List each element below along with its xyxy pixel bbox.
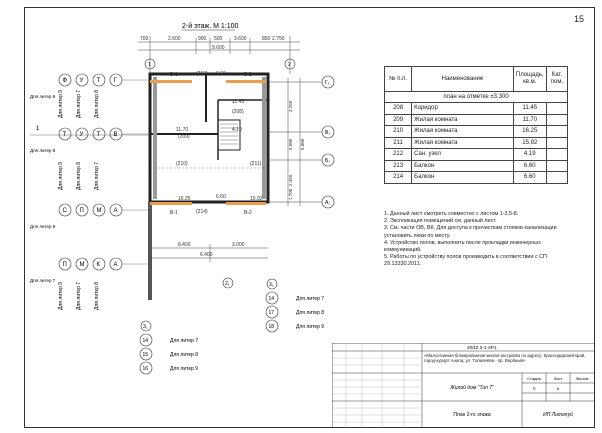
col-header-cat: Кат. пом. — [546, 67, 567, 92]
cell-no: 209 — [385, 114, 412, 126]
axis-number-bottom: 14 — [268, 296, 275, 302]
dim-right-4: 1.700 — [288, 188, 293, 200]
svg-text:1: 1 — [36, 126, 40, 132]
dim-top-0: 700 — [140, 36, 149, 42]
object-name: Жилой дом "Тип 7" — [450, 385, 494, 391]
axis-letter-left: В — [113, 132, 118, 138]
dim-top-3: 500 — [214, 36, 223, 42]
cell-name: Жилая комната — [412, 114, 514, 126]
axis-literal-label: Для литер 7 — [296, 296, 325, 302]
axis-letter-left: Т — [96, 132, 101, 138]
dim-top-5: 850 — [262, 36, 271, 42]
rotated-literal-label: Для литер 7 — [76, 89, 82, 118]
room-area-208: 11.45 — [232, 99, 245, 105]
sheet-number: 15 — [574, 14, 585, 24]
axis-literal-label: Для литер 7 — [170, 338, 199, 344]
axis-head-label: 3₁ — [269, 282, 274, 288]
svg-text:Б₁: Б₁ — [325, 158, 330, 164]
axis-letter-left: Т — [62, 132, 67, 138]
cell-area: 11.45 — [513, 103, 546, 115]
col-header-name: Наименование — [412, 67, 514, 92]
axis-literal-label: Для литер 9 — [296, 324, 325, 330]
axis-number-bottom: 15 — [142, 352, 149, 358]
rotated-literal-label: Для литер 8 — [76, 161, 82, 190]
axis-right-a1 — [322, 196, 334, 208]
cell-no: 211 — [385, 137, 412, 149]
axis-letter-left: С — [62, 208, 67, 214]
room-code-211: (211) — [250, 161, 262, 167]
axis-literal-label: Для литер 8 — [296, 310, 325, 316]
axis-letter-left: А — [113, 262, 118, 268]
rotated-literal-label: Для литер 8 — [94, 281, 100, 310]
room-area-210: 16.25 — [178, 196, 191, 202]
axis-number-bottom: 14 — [142, 338, 149, 344]
axis-letter-left: Ф — [62, 78, 68, 84]
table-row — [385, 137, 568, 149]
axis-number-bottom: 16 — [142, 366, 149, 372]
cell-no: 214 — [385, 172, 412, 184]
rotated-literal-label: Для литер 7 — [94, 161, 100, 190]
rotated-literal-label: Для литер 8 — [94, 89, 100, 118]
dim-right-1: 6.800 — [300, 138, 305, 150]
axis-number-bottom: 18 — [268, 324, 275, 330]
project-description: «Малоэтажная блокированная жилая застройка по адресу: Краснодарский край, город-курорт Анапа, ул. Толмачёва - пр. Вербный» — [424, 353, 586, 363]
note-item: 5. Работы по устройству полов производить в соответствии с СП 29.13330.2011. — [384, 254, 547, 268]
cell-area: 15.92 — [513, 137, 546, 149]
col-header-no: № п.п. — [385, 67, 412, 92]
cell-area: 16.25 — [513, 126, 546, 138]
axis-right-g1 — [322, 76, 334, 88]
axis-group-label: Для литер 9 — [30, 224, 56, 229]
dim-top-4: 3.600 — [234, 36, 247, 42]
bottom-axis-groups — [140, 279, 324, 374]
dim-bottom-2: 6.400 — [200, 252, 213, 258]
room-schedule-table — [384, 66, 568, 184]
dim-bottom-0: 8.400 — [178, 242, 191, 248]
note-item: 2. Экспликация помещений см. данный лист. — [384, 218, 497, 225]
svg-text:В₁: В₁ — [325, 130, 331, 136]
room-code-208: (208) — [232, 109, 244, 115]
cell-cat — [546, 149, 567, 161]
axis-group-label: Для литер 8 — [30, 148, 56, 153]
table-row — [385, 103, 568, 115]
axis-group-label: Для литер 9 — [30, 94, 56, 99]
dim-total-top: 9.600 — [212, 45, 225, 51]
cell-no: 208 — [385, 103, 412, 115]
cell-cat — [546, 172, 567, 184]
cell-name: Коридор — [412, 103, 514, 115]
rotated-literal-label: Для литер 7 — [76, 281, 82, 310]
axis-letter-left: У — [79, 132, 84, 138]
window-label-2: В-1 — [170, 210, 178, 216]
svg-text:2₁: 2₁ — [225, 281, 230, 287]
room-area-213: 6.60 — [216, 71, 226, 77]
axis-number-bottom: 17 — [268, 310, 275, 316]
stage-header-1: Лист — [553, 376, 563, 381]
cell-no: 212 — [385, 149, 412, 161]
axis-letter-left: Г — [113, 78, 117, 84]
cell-name: Балкон — [412, 172, 514, 184]
dim-top-1: 2.600 — [168, 36, 181, 42]
table-row — [385, 126, 568, 138]
notes-block — [384, 211, 579, 269]
left-axis-groups — [30, 74, 150, 283]
cell-cat — [546, 137, 567, 149]
title-block — [332, 343, 595, 428]
section-mark-left — [30, 126, 150, 135]
axis-right-v1 — [322, 126, 334, 138]
table-row — [385, 114, 568, 126]
axis-letter-left: К — [96, 262, 100, 268]
stage-header-0: Стадия — [527, 376, 541, 381]
axis-letter-left: А — [113, 208, 118, 214]
cell-cat — [546, 114, 567, 126]
cell-name: Жилая комната — [412, 137, 514, 149]
stage-header-2: Листов — [575, 376, 589, 381]
organization: ИП Литопуй — [543, 412, 573, 418]
cell-name: Жилая комната — [412, 126, 514, 138]
dim-top-6: 2.750 — [272, 36, 285, 42]
dim-bottom-1: 3.000 — [232, 242, 245, 248]
dim-top-2: 900 — [198, 36, 207, 42]
balcony-bottom-left — [150, 202, 192, 205]
table-row — [385, 172, 568, 184]
building-walls — [148, 74, 268, 300]
room-area-212: 4.19 — [232, 127, 242, 133]
room-code-210: (210) — [176, 161, 188, 167]
room-code-209: (209) — [178, 134, 190, 140]
svg-text:2: 2 — [288, 62, 291, 68]
axis-group-label: Для литер 7 — [30, 278, 56, 283]
rotated-literal-label: Для литер 9 — [58, 281, 64, 310]
floor-title: 2-й этаж. М 1:100 — [182, 23, 239, 30]
dim-right-2: 2.500 — [288, 138, 293, 150]
room-code-213: (213) — [196, 71, 208, 77]
note-item: 4. Устройство полов, выполнить после прокладки инженерных коммуникаций. — [384, 239, 541, 254]
window-label-0: В-1 — [170, 72, 178, 78]
elevation-label: план на отметке ±3.300 — [385, 92, 568, 103]
axis-head-label: 3₁ — [143, 324, 148, 330]
window-label-1: В-2 — [244, 72, 252, 78]
window-label-3: В-2 — [244, 210, 252, 216]
cell-name: Сан. узел — [412, 149, 514, 161]
cell-cat — [546, 160, 567, 172]
axis-letter-left: М — [96, 208, 102, 214]
axis-letter-left: У — [79, 78, 84, 84]
cell-area: 4.19 — [513, 149, 546, 161]
stage-value-0: П — [532, 386, 536, 391]
project-code: 20/10 З-1-АР.1 — [467, 345, 497, 350]
balcony-bottom-right — [226, 202, 266, 205]
rotated-literal-label: Для литер 9 — [58, 89, 64, 118]
table-row — [385, 149, 568, 161]
cell-area: 6.60 — [513, 160, 546, 172]
axis-literal-label: Для литер 8 — [170, 352, 199, 358]
note-item: 3. См. части ОВ, ВК. Для доступа к прочисткам стояков канализации установить люки по месту. — [384, 225, 557, 239]
room-area-209: 11.70 — [176, 127, 189, 133]
table-row — [385, 160, 568, 172]
balcony-top-left — [150, 80, 192, 83]
axis-letter-left: Т — [96, 78, 101, 84]
axis-letter-left: М — [79, 262, 85, 268]
left-rotated-labels — [58, 90, 100, 310]
axis-bottom-2 — [223, 278, 233, 288]
balcony-top-right — [226, 80, 266, 83]
dim-right-0: 3.250 — [288, 100, 293, 112]
col-header-area: Площадь, кв.м. — [513, 67, 546, 92]
axis-literal-label: Для литер 9 — [170, 366, 199, 372]
note-item: 1. Данный лист смотреть совместно с листом 1-3,5-8. — [384, 211, 519, 217]
dim-right-3: 2.450 — [288, 174, 293, 186]
cell-name: Балкон — [412, 160, 514, 172]
cell-cat — [546, 103, 567, 115]
svg-text:1: 1 — [148, 62, 151, 68]
cell-area: 6.60 — [513, 172, 546, 184]
cell-cat — [546, 126, 567, 138]
rotated-literal-label: Для литер 9 — [58, 161, 64, 190]
stage-value-1: 6 — [556, 386, 560, 391]
axis-letter-left: П — [79, 208, 84, 214]
axis-right-b1 — [322, 154, 334, 166]
room-area-211: 15.92 — [250, 196, 263, 202]
svg-text:Г₁: Г₁ — [325, 80, 330, 86]
sheet-name: План 2-го этажа — [453, 412, 491, 418]
room-code-214: (214) — [196, 209, 208, 215]
svg-text:А₁: А₁ — [325, 200, 331, 206]
axis-letter-left: П — [62, 262, 67, 268]
cell-no: 213 — [385, 160, 412, 172]
cell-no: 210 — [385, 126, 412, 138]
room-area-214: 6.60 — [216, 194, 226, 200]
cell-area: 11.70 — [513, 114, 546, 126]
